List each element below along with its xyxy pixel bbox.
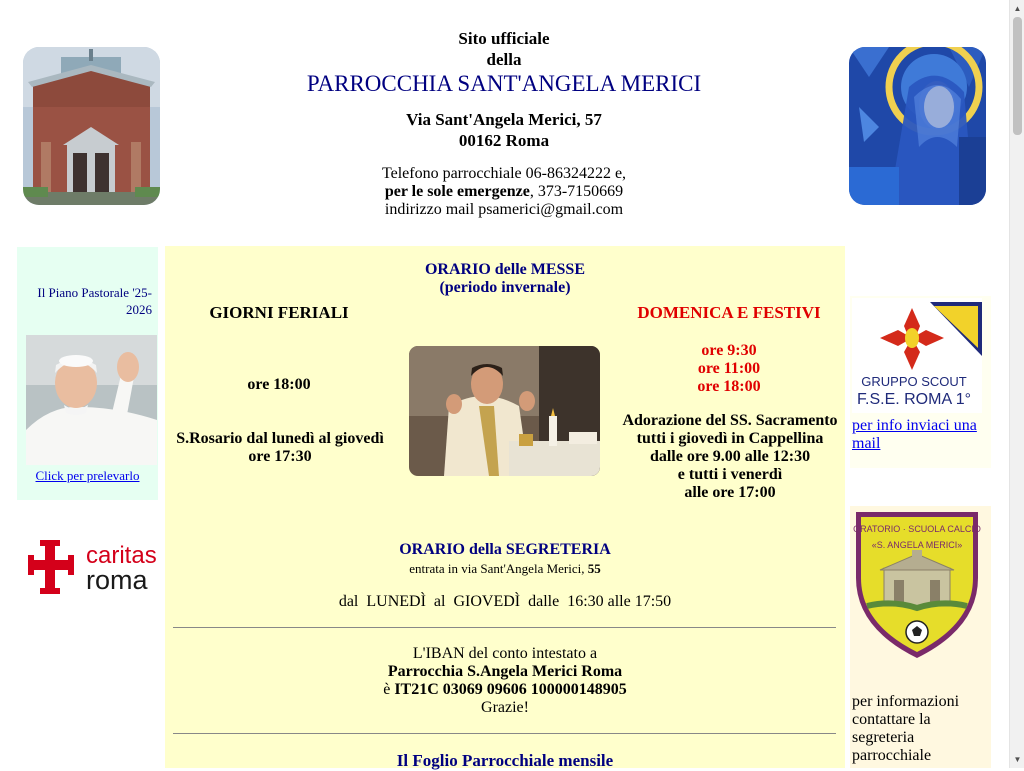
mass-schedule-heading: ORARIO delle MESSE: [424, 261, 585, 278]
site-label-della: della: [486, 50, 522, 69]
emergency-label: per le sole emergenze: [384, 183, 530, 200]
divider: [173, 627, 836, 628]
scout-group-code: F.S.E. ROMA 1°: [857, 391, 971, 408]
emergency-number: , 373-7150669: [529, 183, 624, 200]
adoration-line: tutti i giovedì in Cappellina: [636, 430, 824, 447]
holiday-time: ore 18:00: [697, 378, 761, 395]
iban-code-line: [165, 681, 845, 699]
iban-prefix: è: [383, 681, 395, 698]
holiday-mass-times: [619, 342, 839, 396]
caritas-word: caritas: [86, 542, 157, 569]
iban-thanks: Grazie!: [481, 699, 529, 716]
office-entrance-text: entrata in via Sant'Angela Merici,: [409, 561, 588, 576]
office-entrance: [165, 561, 845, 577]
email-line: indirizzo mail psamerici@gmail.com: [384, 201, 624, 218]
football-school-panel: [850, 506, 991, 768]
football-school-badge[interactable]: [852, 508, 982, 660]
church-photo: [23, 47, 160, 205]
scroll-down-arrow-icon[interactable]: ▼: [1013, 755, 1022, 764]
oratorio-name-text: «S. ANGELA MERICI»: [871, 540, 963, 550]
mass-schedule-title: [165, 261, 845, 297]
phone-line: Telefono parrocchiale 06-86324222 e,: [381, 165, 627, 182]
pastoral-plan-link-text[interactable]: Click per prelevarlo: [35, 468, 140, 483]
scout-mail-link-text[interactable]: per info inviaci una mail: [852, 417, 977, 452]
weekdays-heading: GIORNI FERIALI: [209, 303, 349, 322]
rosary-info: [175, 430, 385, 466]
rosary-time: ore 17:30: [248, 448, 312, 465]
madonna-stained-glass: [849, 47, 986, 205]
address-street: Via Sant'Angela Merici, 57: [406, 110, 602, 129]
football-school-info: per informazioni contattare la segreteria parrocchiale: [852, 693, 960, 764]
weekday-mass-time: ore 18:00: [247, 376, 311, 393]
holiday-time: ore 11:00: [697, 360, 761, 377]
roma-word: roma: [86, 565, 148, 595]
adoration-line: alle ore 17:00: [684, 484, 776, 501]
scrollbar-thumb[interactable]: [1013, 17, 1022, 135]
mass-schedule-period: (periodo invernale): [439, 279, 571, 296]
pastoral-plan-download-link[interactable]: [17, 468, 158, 484]
office-hours: dal LUNEDÌ al GIOVEDÌ dalle 16:30 alle 17:50: [338, 593, 672, 610]
adoration-line: Adorazione del SS. Sacramento: [622, 412, 838, 429]
rosary-days: S.Rosario dal lunedì al giovedì: [176, 430, 384, 447]
holiday-time: ore 9:30: [701, 342, 757, 359]
parish-title: PARROCCHIA SANT'ANGELA MERICI: [306, 71, 702, 96]
priest-celebrating-photo: [409, 346, 600, 476]
scout-group-name: GRUPPO SCOUT: [861, 374, 967, 389]
office-entrance-number: 55: [587, 561, 601, 576]
office-hours-title: ORARIO della SEGRETERIA: [399, 541, 611, 558]
caritas-roma-logo[interactable]: [26, 537, 158, 597]
pastoral-plan-panel: [17, 247, 158, 500]
iban-code: IT21C 03069 09606 100000148905: [394, 681, 627, 698]
emergency-line: [250, 183, 758, 201]
scroll-up-arrow-icon[interactable]: ▲: [1013, 4, 1022, 13]
pastoral-plan-label: Il Piano Pastorale '25-2026: [37, 285, 152, 317]
contact-block: [250, 165, 758, 219]
scout-group-panel: [850, 296, 991, 468]
divider: [173, 733, 836, 734]
oratorio-arc-text: ORATORIO · SCUOLA CALCIO: [853, 524, 981, 534]
scout-mail-link[interactable]: [852, 417, 986, 453]
pope-photo[interactable]: [26, 335, 157, 465]
adoration-info: [615, 412, 845, 502]
caritas-cross-icon: [28, 540, 74, 594]
adoration-line: dalle ore 9.00 alle 12:30: [649, 448, 811, 465]
site-label: Sito ufficiale: [458, 29, 550, 48]
scout-logo[interactable]: [852, 298, 982, 413]
address-city: 00162 Roma: [458, 131, 550, 150]
iban-account-holder: Parrocchia S.Angela Merici Roma: [387, 663, 623, 680]
iban-intro: L'IBAN del conto intestato a: [412, 645, 598, 662]
adoration-line: e tutti i venerdì: [677, 466, 783, 483]
iban-block: [165, 645, 845, 717]
monthly-bulletin-title: Il Foglio Parrocchiale mensile: [396, 751, 614, 770]
main-info-panel: [165, 246, 845, 768]
holidays-heading: DOMENICA E FESTIVI: [637, 303, 821, 322]
header-text: [250, 28, 758, 219]
vertical-scrollbar[interactable]: [1009, 0, 1024, 768]
